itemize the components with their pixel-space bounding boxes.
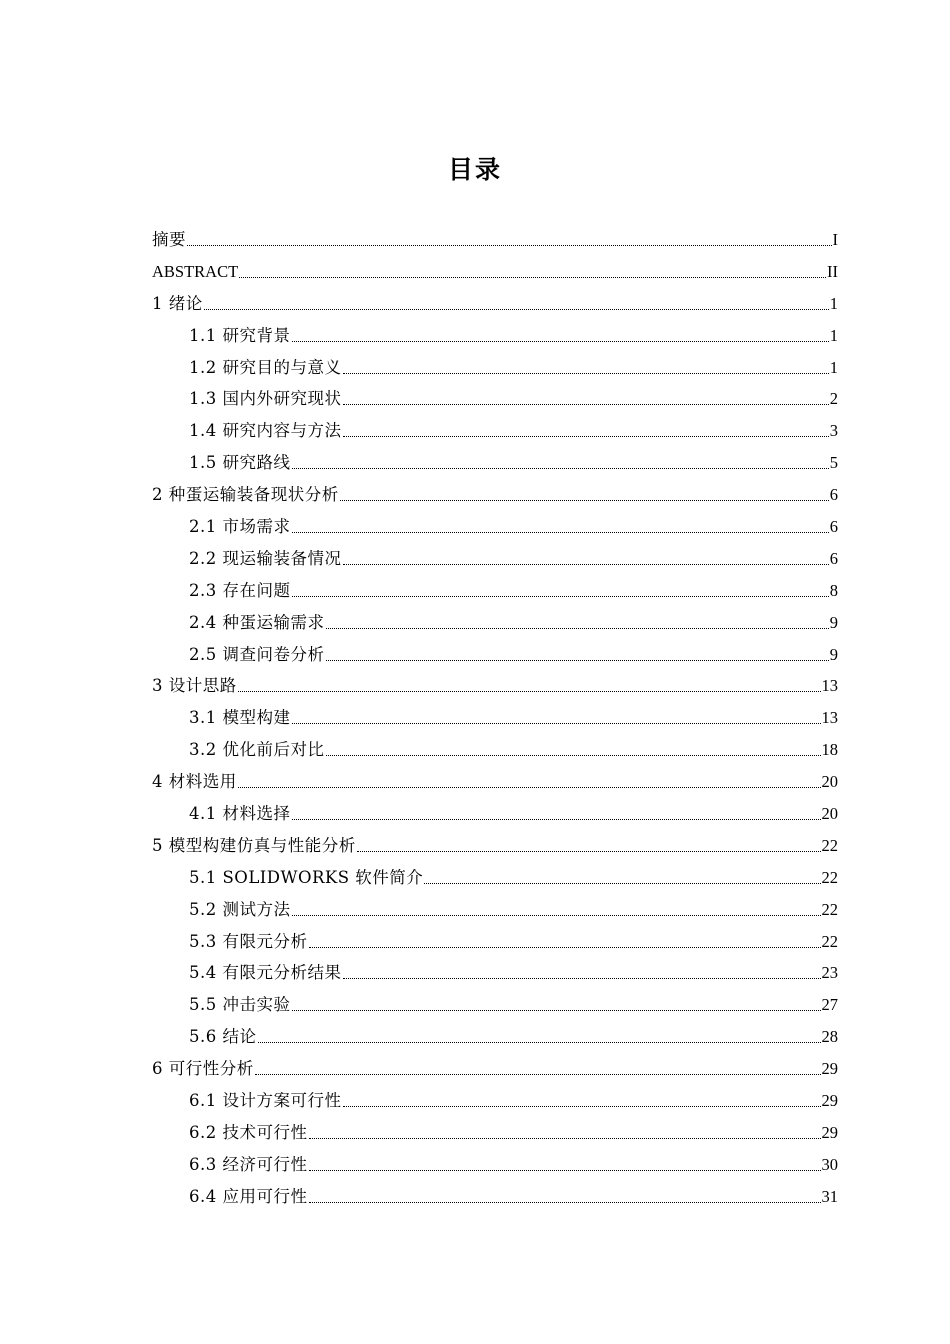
toc-entry-label: 5.5 冲击实验 bbox=[189, 995, 291, 1015]
toc-entry-label: 1.3 国内外研究现状 bbox=[189, 389, 342, 409]
toc-dot-leader bbox=[292, 900, 821, 920]
toc-dot-leader bbox=[357, 836, 821, 856]
toc-dot-leader bbox=[292, 995, 821, 1015]
toc-entry-label: 5.2 测试方法 bbox=[189, 899, 291, 919]
toc-entry-page-number: II bbox=[827, 261, 838, 281]
toc-entry-page-number: 27 bbox=[821, 995, 838, 1015]
toc-entry-15[interactable] bbox=[152, 670, 838, 702]
toc-entry-page-number: 9 bbox=[829, 612, 838, 632]
toc-dot-leader bbox=[292, 453, 829, 473]
toc-dot-leader bbox=[343, 421, 829, 441]
toc-entry-page-number: 22 bbox=[821, 835, 838, 855]
toc-entry-label: 6 可行性分析 bbox=[152, 1059, 254, 1079]
toc-dot-leader bbox=[187, 230, 832, 250]
toc-dot-leader bbox=[326, 645, 829, 665]
toc-entry-page-number: 5 bbox=[829, 453, 838, 473]
toc-entry-label: 4.1 材料选择 bbox=[189, 804, 291, 824]
toc-entry-label: 3 设计思路 bbox=[152, 676, 237, 696]
toc-dot-leader bbox=[343, 963, 821, 983]
toc-entry-page-number: 1 bbox=[829, 293, 838, 313]
toc-entry-page-number: 22 bbox=[821, 867, 838, 887]
toc-entry-19[interactable] bbox=[152, 798, 838, 830]
toc-entry-page-number: 29 bbox=[821, 1091, 838, 1111]
toc-dot-leader bbox=[343, 389, 829, 409]
toc-entry-1[interactable] bbox=[152, 224, 838, 256]
toc-entry-7[interactable] bbox=[152, 415, 838, 447]
toc-dot-leader bbox=[292, 708, 821, 728]
toc-entry-label: 3.1 模型构建 bbox=[189, 708, 291, 728]
toc-entry-page-number: 20 bbox=[821, 804, 838, 824]
toc-entry-page-number: I bbox=[832, 230, 838, 249]
toc-dot-leader bbox=[238, 772, 821, 792]
toc-entry-27[interactable] bbox=[152, 1053, 838, 1085]
toc-dot-leader bbox=[326, 613, 829, 633]
toc-dot-leader bbox=[292, 326, 829, 346]
toc-entry-page-number: 22 bbox=[821, 899, 838, 919]
toc-dot-leader bbox=[326, 740, 821, 760]
toc-dot-leader bbox=[343, 1091, 821, 1111]
toc-entry-2[interactable] bbox=[152, 256, 838, 288]
toc-entry-4[interactable] bbox=[152, 320, 838, 352]
toc-entry-page-number: 6 bbox=[829, 548, 838, 568]
toc-dot-leader bbox=[309, 1123, 821, 1143]
toc-entry-page-number: 22 bbox=[821, 931, 838, 951]
toc-entry-17[interactable] bbox=[152, 734, 838, 766]
toc-entry-26[interactable] bbox=[152, 1021, 838, 1053]
toc-entry-13[interactable] bbox=[152, 607, 838, 639]
toc-entry-page-number: 3 bbox=[829, 421, 838, 441]
toc-dot-leader bbox=[309, 932, 821, 952]
toc-entry-page-number: 6 bbox=[829, 485, 838, 505]
toc-entry-page-number: 23 bbox=[821, 963, 838, 983]
table-of-contents bbox=[152, 224, 838, 1213]
toc-entry-page-number: 1 bbox=[829, 357, 838, 377]
toc-entry-page-number: 2 bbox=[829, 389, 838, 409]
toc-entry-9[interactable] bbox=[152, 479, 838, 511]
toc-entry-28[interactable] bbox=[152, 1085, 838, 1117]
toc-entry-label: ABSTRACT bbox=[152, 261, 239, 281]
toc-dot-leader bbox=[343, 358, 829, 378]
toc-entry-29[interactable] bbox=[152, 1117, 838, 1149]
toc-entry-label: 2 种蛋运输装备现状分析 bbox=[152, 485, 339, 505]
toc-entry-6[interactable] bbox=[152, 383, 838, 415]
toc-entry-page-number: 29 bbox=[821, 1122, 838, 1142]
toc-entry-page-number: 1 bbox=[829, 325, 838, 345]
toc-entry-10[interactable] bbox=[152, 511, 838, 543]
toc-dot-leader bbox=[309, 1155, 821, 1175]
toc-entry-label: 5.1 SOLIDWORKS 软件简介 bbox=[189, 867, 424, 887]
toc-entry-label: 6.4 应用可行性 bbox=[189, 1186, 308, 1206]
toc-entry-11[interactable] bbox=[152, 543, 838, 575]
toc-entry-label: 5.3 有限元分析 bbox=[189, 931, 308, 951]
toc-entry-5[interactable] bbox=[152, 352, 838, 384]
toc-dot-leader bbox=[255, 1059, 821, 1079]
toc-entry-page-number: 30 bbox=[821, 1154, 838, 1174]
toc-entry-18[interactable] bbox=[152, 766, 838, 798]
toc-dot-leader bbox=[292, 581, 829, 601]
toc-entry-page-number: 13 bbox=[821, 708, 838, 728]
toc-dot-leader bbox=[204, 294, 829, 314]
toc-dot-leader bbox=[258, 1027, 821, 1047]
toc-entry-label: 4 材料选用 bbox=[152, 772, 237, 792]
toc-entry-20[interactable] bbox=[152, 830, 838, 862]
toc-entry-label: 2.2 现运输装备情况 bbox=[189, 548, 342, 568]
toc-entry-8[interactable] bbox=[152, 447, 838, 479]
toc-entry-21[interactable] bbox=[152, 862, 838, 894]
toc-dot-leader bbox=[292, 804, 821, 824]
toc-entry-14[interactable] bbox=[152, 639, 838, 671]
toc-entry-23[interactable] bbox=[152, 926, 838, 958]
toc-entry-22[interactable] bbox=[152, 894, 838, 926]
toc-entry-page-number: 8 bbox=[829, 580, 838, 600]
toc-entry-16[interactable] bbox=[152, 702, 838, 734]
toc-dot-leader bbox=[424, 868, 820, 888]
toc-entry-label: 2.1 市场需求 bbox=[189, 517, 291, 537]
toc-entry-label: 1.5 研究路线 bbox=[189, 453, 291, 473]
toc-entry-label: 5.6 结论 bbox=[189, 1027, 257, 1047]
toc-entry-label: 6.1 设计方案可行性 bbox=[189, 1091, 342, 1111]
toc-entry-label: 6.2 技术可行性 bbox=[189, 1122, 308, 1142]
toc-entry-label: 摘要 bbox=[152, 230, 186, 249]
toc-entry-label: 1.4 研究内容与方法 bbox=[189, 421, 342, 441]
toc-entry-label: 2.4 种蛋运输需求 bbox=[189, 612, 325, 632]
toc-entry-page-number: 6 bbox=[829, 517, 838, 537]
toc-dot-leader bbox=[238, 676, 821, 696]
toc-entry-25[interactable] bbox=[152, 989, 838, 1021]
toc-entry-label: 1.2 研究目的与意义 bbox=[189, 357, 342, 377]
toc-entry-page-number: 20 bbox=[821, 772, 838, 792]
toc-dot-leader bbox=[309, 1187, 821, 1207]
toc-entry-label: 3.2 优化前后对比 bbox=[189, 740, 325, 760]
toc-entry-24[interactable] bbox=[152, 957, 838, 989]
toc-entry-label: 1.1 研究背景 bbox=[189, 325, 291, 345]
toc-entry-page-number: 28 bbox=[821, 1027, 838, 1047]
toc-entry-label: 1 绪论 bbox=[152, 293, 203, 313]
toc-dot-leader bbox=[292, 517, 829, 537]
toc-entry-page-number: 31 bbox=[821, 1186, 838, 1206]
toc-dot-leader bbox=[340, 485, 829, 505]
page-title: 目录 bbox=[447, 155, 502, 184]
toc-entry-3[interactable] bbox=[152, 288, 838, 320]
toc-entry-page-number: 13 bbox=[821, 676, 838, 696]
toc-entry-label: 5.4 有限元分析结果 bbox=[189, 963, 342, 983]
toc-entry-label: 5 模型构建仿真与性能分析 bbox=[152, 835, 356, 855]
toc-entry-page-number: 18 bbox=[821, 740, 838, 760]
toc-entry-30[interactable] bbox=[152, 1149, 838, 1181]
toc-entry-label: 2.3 存在问题 bbox=[189, 580, 291, 600]
toc-entry-12[interactable] bbox=[152, 575, 838, 607]
toc-entry-page-number: 9 bbox=[829, 644, 838, 664]
toc-dot-leader bbox=[343, 549, 829, 569]
toc-dot-leader bbox=[239, 262, 826, 282]
toc-entry-label: 6.3 经济可行性 bbox=[189, 1154, 308, 1174]
toc-entry-label: 2.5 调查问卷分析 bbox=[189, 644, 325, 664]
toc-entry-31[interactable] bbox=[152, 1181, 838, 1213]
toc-entry-page-number: 29 bbox=[821, 1059, 838, 1079]
